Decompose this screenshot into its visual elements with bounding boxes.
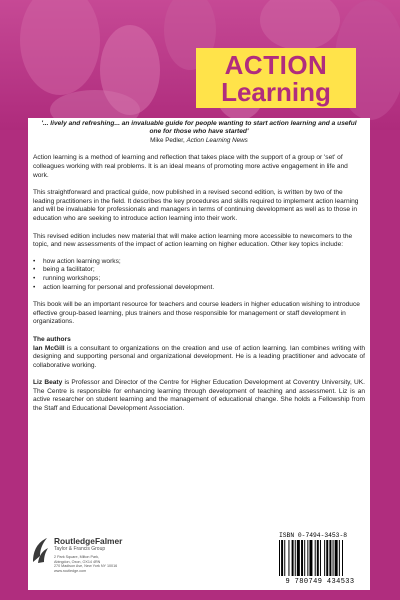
isbn-label: ISBN 0-7494-3453-8 [279,532,348,539]
barcode-bar [333,540,334,576]
barcode-bar [301,540,303,576]
barcode-bar [324,540,325,576]
barcode-bar [281,540,283,576]
barcode-bar [304,540,305,576]
address-line: www.routledge.com [54,568,87,573]
barcode-bar [317,540,319,576]
list-item: • being a facilitator; [33,266,365,275]
author-bio-beaty [33,379,365,413]
paragraph-intro: Action learning is a method of learning and reflection that takes place with the support of a group or 'set' of colleagues working with real problems. It is an ideal means of promoting more active engagement in life and work. [33,154,348,179]
barcode [275,530,365,588]
paragraph-edition: This revised edition includes new material that will make action learning more accessible to newcomers to the topic, and new assessments of the impact of action learning on higher education. Other key topics include: [33,232,353,249]
quote-source: Action Learning News [186,136,248,144]
quote-author: Mike Pedler, [150,136,187,144]
address-line: 270 Madison Ave, New York NY 10016 [54,564,118,569]
key-topics-list [33,258,365,292]
back-cover-text [33,120,365,414]
list-item: • how action learning works; [33,258,365,267]
author-bio-text: is a consultant to organizations on the creation and use of action learning. Ian combines writing with designing and supporting personal and organizational development. He is a leading practitioner and advocate of collaborative working. [33,344,365,369]
paragraph-guide: This straightforward and practical guide, now published in a revised second edition, is written by two of the leading practitioners in the field. It describes the key procedures and skills required to implement action learning and will be invaluable for professionals and managers in terms of continuing development as well as to those in education who are seeking to introduce action learning into their work. [33,189,359,222]
address-line: Abingdon, Oxon, OX14 4RN [54,559,101,564]
author-name: Ian McGill [33,344,65,352]
barcode-bar [295,540,296,576]
barcode-bar [335,540,338,576]
barcode-number: 9 780749 434533 [285,578,355,586]
barcode-bar [284,540,285,576]
barcode-bar [342,540,343,576]
address-line: 2 Park Square, Milton Park, [54,555,100,559]
barcode-bar [307,540,308,576]
barcode-bar [315,540,316,576]
list-item: • action learning for personal and professional development. [33,284,365,293]
barcode-bar [320,540,321,576]
barcode-bar [329,540,331,576]
list-item: • running workshops; [33,275,365,284]
title-line-1: ACTION [224,50,328,80]
barcode-bar [339,540,340,576]
barcode-bars [277,540,363,578]
paragraph-audience: This book will be an important resource for teachers and course leaders in higher education wishing to introduce effective group-based learning, plus trainers and those responsible for management or staff development in organizations. [33,301,360,326]
title-line-2: Learning [221,77,331,107]
authors-heading: The authors [33,335,71,343]
author-bio-text: is Professor and Director of the Centre for Higher Education Development at Coventry University, UK. The Centre is responsible for enhancing learning through development of teaching and assessment. Liz is an active researcher on student learning and the management of educational change. She holds a Fellowship from the Staff and Educational Development Association. [33,379,365,413]
book-title [196,48,356,108]
author-name: Liz Beaty [33,379,63,387]
author-bio-mcgill [33,345,365,371]
barcode-bar [326,540,328,576]
publisher-logo-icon [30,536,50,566]
publisher-group: Taylor & Francis Group [54,546,106,552]
quote-attribution [33,137,365,146]
review-quote: '... lively and refreshing... an invaluable guide for people wanting to start action learning and a useful one for those who have started' [41,120,357,136]
publisher-name: RoutledgeFalmer [54,536,123,546]
barcode-bar [309,540,312,576]
barcode-bar [279,540,280,576]
barcode-bar [292,540,294,576]
barcode-bar [288,540,289,576]
barcode-bar [297,540,300,576]
publisher-address [54,555,117,573]
